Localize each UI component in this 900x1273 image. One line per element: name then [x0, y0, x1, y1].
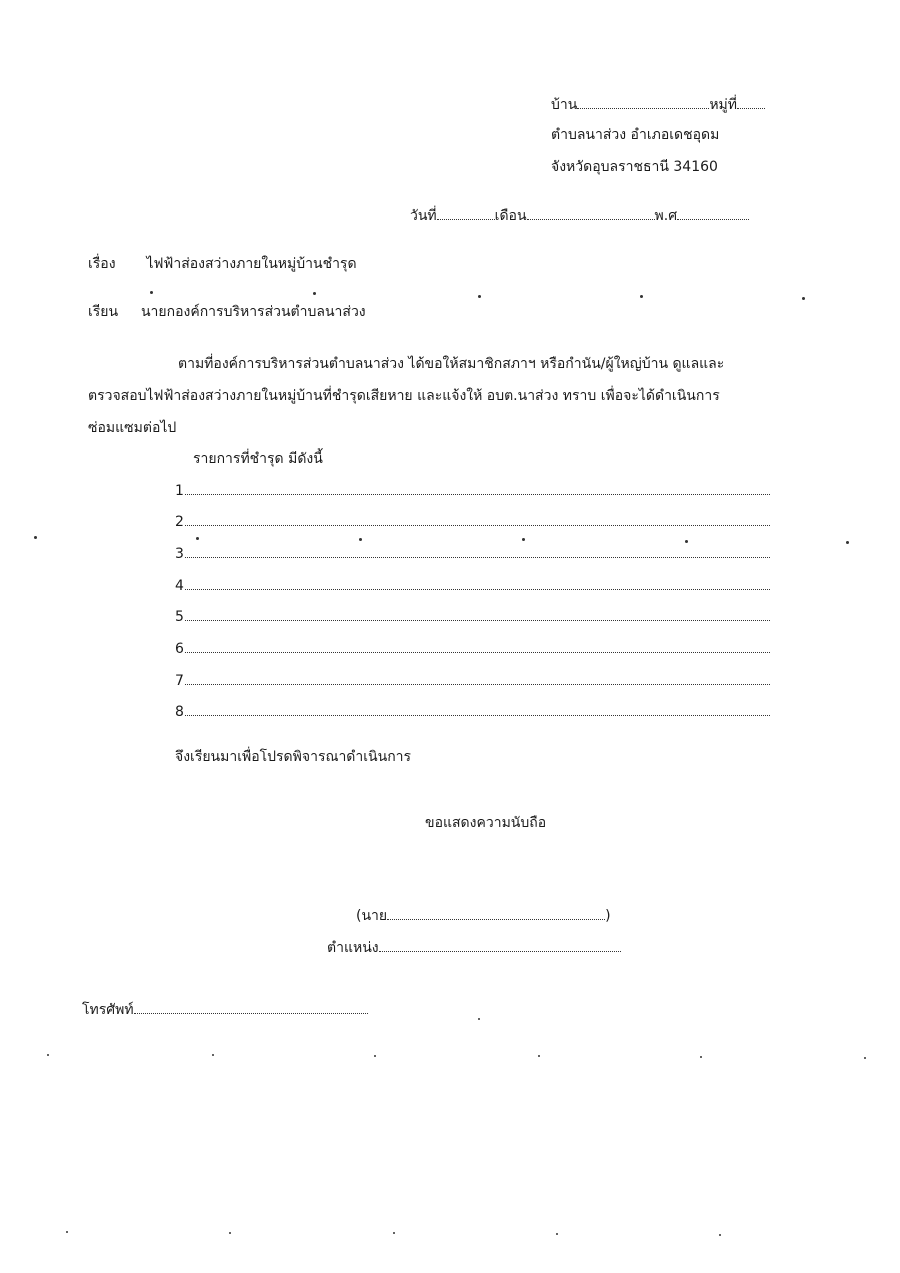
scan-speck [150, 291, 153, 294]
scan-speck [393, 1232, 395, 1234]
scan-speck [66, 1231, 68, 1233]
recipient-text: นายกองค์การบริหารส่วนตำบลนาส่วง [140, 304, 366, 320]
scan-speck [229, 1232, 231, 1234]
list-item[interactable]: 1 [175, 480, 770, 501]
closing-regards: ขอแสดงความนับถือ [425, 815, 547, 831]
phone-label: โทรศัพท์ [82, 1002, 134, 1018]
subject-text: ไฟฟ้าส่องสว่างภายในหมู่บ้านชำรุด [146, 256, 357, 272]
scan-speck [34, 536, 37, 539]
scan-speck [478, 1018, 480, 1020]
list-item[interactable]: 2 [175, 511, 770, 532]
village-field[interactable] [551, 94, 765, 115]
scan-speck [374, 1055, 376, 1057]
list-item-blank[interactable] [185, 511, 770, 526]
month-blank[interactable] [527, 205, 655, 220]
position-blank[interactable] [379, 937, 621, 952]
signature-name-field[interactable] [356, 905, 611, 926]
position-label: ตำแหน่ง [327, 940, 379, 956]
body-paragraph [88, 348, 778, 444]
list-item-blank[interactable] [185, 575, 770, 590]
list-item[interactable]: 4 [175, 575, 770, 596]
list-item[interactable]: 6 [175, 638, 770, 659]
phone-blank[interactable] [134, 999, 368, 1014]
list-item[interactable]: 5 [175, 606, 770, 627]
scan-speck [47, 1054, 49, 1056]
recipient-line [88, 302, 366, 322]
scan-speck [685, 540, 688, 543]
body-line-1: ตามที่องค์การบริหารส่วนตำบลนาส่วง ได้ขอให้สมาชิกสภาฯ หรือกำนัน/ผู้ใหญ่บ้าน ดูแลและ [178, 356, 725, 372]
scan-speck [478, 295, 481, 298]
signature-name-blank[interactable] [387, 905, 605, 920]
list-item-blank[interactable] [185, 638, 770, 653]
list-item-blank[interactable] [185, 670, 770, 685]
scan-speck [864, 1057, 866, 1059]
phone-field[interactable] [82, 999, 368, 1020]
subdistrict-line: ตำบลนาส่วง อำเภอเดชอุดม [551, 127, 720, 143]
list-heading: รายการที่ชำรุด มีดังนี้ [193, 451, 323, 467]
list-item-blank[interactable] [185, 480, 770, 495]
scan-speck [522, 538, 525, 541]
list-item-blank[interactable] [185, 543, 770, 558]
scan-speck [700, 1056, 702, 1058]
position-field[interactable] [327, 937, 621, 958]
moo-label: หมู่ที่ [709, 97, 738, 113]
moo-blank[interactable] [737, 94, 765, 109]
subject-line [88, 254, 357, 274]
village-blank[interactable] [577, 94, 709, 109]
scan-speck [846, 541, 849, 544]
subject-label: เรื่อง [88, 256, 116, 272]
list-item[interactable]: 7 [175, 670, 770, 691]
scan-speck [719, 1234, 721, 1236]
recipient-label: เรียน [88, 304, 119, 320]
month-label: เดือน [494, 208, 527, 224]
scan-speck [212, 1054, 214, 1056]
signature-name-close: ) [605, 908, 611, 924]
day-blank[interactable] [437, 205, 495, 220]
scan-speck [359, 538, 362, 541]
list-item-blank[interactable] [185, 606, 770, 621]
list-item-blank[interactable] [185, 701, 770, 716]
body-line-3: ซ่อมแซมต่อไป [88, 420, 177, 436]
signature-name-open: (นาย [356, 908, 388, 924]
village-label: บ้าน [551, 97, 578, 113]
date-field[interactable] [410, 205, 749, 226]
scan-speck [196, 537, 199, 540]
year-blank[interactable] [677, 205, 749, 220]
scan-speck [802, 297, 805, 300]
year-label: พ.ศ [654, 208, 678, 224]
scan-speck [538, 1055, 540, 1057]
province-line: จังหวัดอุบลราชธานี 34160 [551, 159, 718, 175]
list-item[interactable]: 8 [175, 701, 770, 722]
body-line-2: ตรวจสอบไฟฟ้าส่องสว่างภายในหมู่บ้านที่ชำรุดเสียหาย และแจ้งให้ อบต.นาส่วง ทราบ เพื่อจะได้ดำเนินการ [88, 388, 720, 404]
list-item[interactable]: 3 [175, 543, 770, 564]
scan-speck [640, 295, 643, 298]
day-label: วันที่ [410, 208, 437, 224]
scan-speck [313, 292, 316, 295]
scan-speck [556, 1233, 558, 1235]
closing-request: จึงเรียนมาเพื่อโปรดพิจารณาดำเนินการ [175, 749, 412, 765]
